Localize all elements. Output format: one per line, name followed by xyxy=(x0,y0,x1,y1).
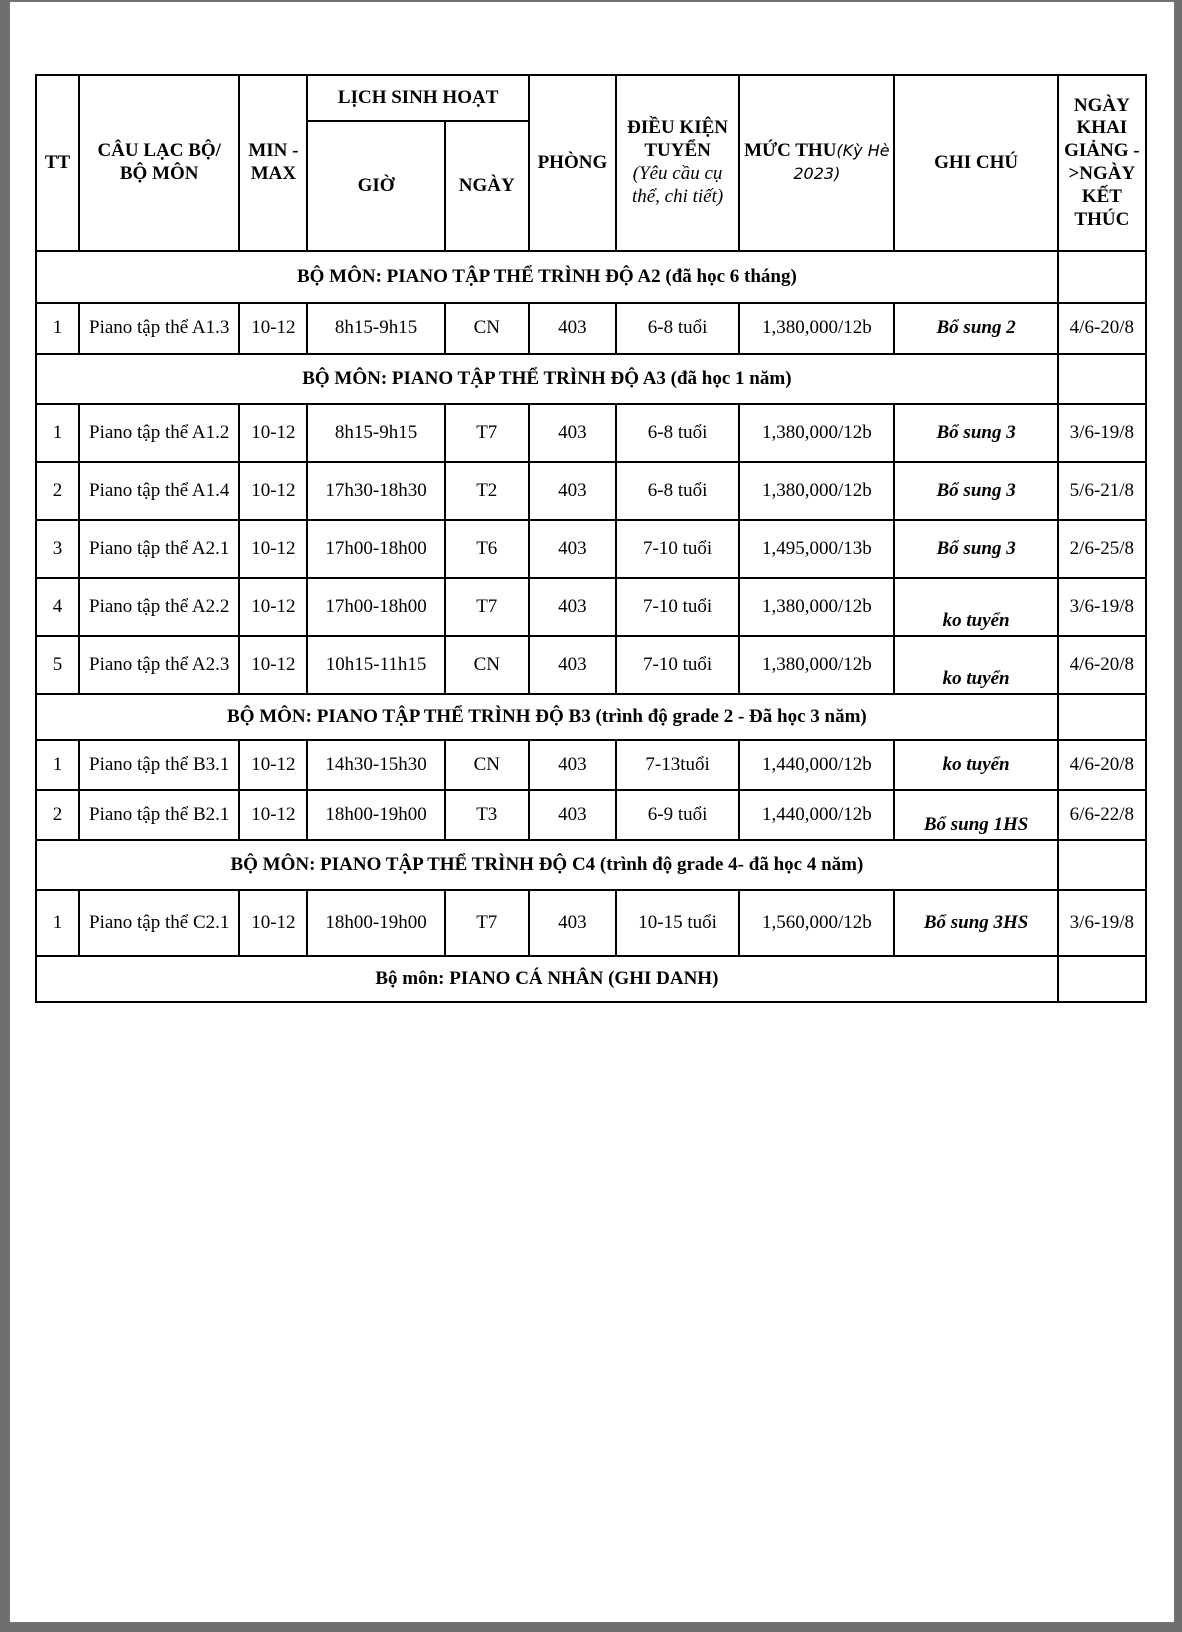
cell-room: 403 xyxy=(529,636,616,694)
cell-remark: ko tuyển xyxy=(894,740,1057,790)
schedule-table xyxy=(35,74,1147,1003)
cell-dates: 5/6-21/8 xyxy=(1058,462,1146,520)
cell-minmax: 10-12 xyxy=(239,462,307,520)
section-title: BỘ MÔN: PIANO TẬP THỂ TRÌNH ĐỘ B3 (trình độ grade 2 - Đã học 3 năm) xyxy=(36,694,1058,740)
cell-minmax: 10-12 xyxy=(239,890,307,956)
cell-day: T7 xyxy=(445,890,529,956)
header-time: GIỜ xyxy=(307,121,444,251)
header-tt: TT xyxy=(36,75,79,251)
cell-tt: 5 xyxy=(36,636,79,694)
cell-tt: 1 xyxy=(36,303,79,354)
table-row xyxy=(36,890,1146,956)
cell-condition: 6-8 tuổi xyxy=(616,404,739,462)
cell-minmax: 10-12 xyxy=(239,790,307,840)
cell-minmax: 10-12 xyxy=(239,578,307,636)
header-dates: NGÀY KHAI GIẢNG ->NGÀY KẾT THÚC xyxy=(1058,75,1146,251)
cell-remark: Bổ sung 3 xyxy=(894,404,1057,462)
cell-condition: 7-13tuổi xyxy=(616,740,739,790)
header-day: NGÀY xyxy=(445,121,529,251)
cell-remark: ko tuyển xyxy=(894,636,1057,694)
section-title: Bộ môn: PIANO CÁ NHÂN (GHI DANH) xyxy=(36,956,1058,1002)
cell-day: CN xyxy=(445,740,529,790)
table-row xyxy=(36,578,1146,636)
cell-minmax: 10-12 xyxy=(239,404,307,462)
section-row xyxy=(36,694,1146,740)
header-remark: GHI CHÚ xyxy=(894,75,1057,251)
section-title: BỘ MÔN: PIANO TẬP THỂ TRÌNH ĐỘ A3 (đã học 1 năm) xyxy=(36,354,1058,404)
cell-remark: Bổ sung 1HS xyxy=(894,790,1057,840)
cell-time: 17h30-18h30 xyxy=(307,462,444,520)
cell-club: Piano tập thể A2.3 xyxy=(79,636,239,694)
cell-tt: 2 xyxy=(36,790,79,840)
cell-condition: 6-8 tuổi xyxy=(616,462,739,520)
cell-fee: 1,560,000/12b xyxy=(739,890,894,956)
table-row xyxy=(36,740,1146,790)
header-fee-title: MỨC THU xyxy=(744,140,837,162)
cell-fee: 1,440,000/12b xyxy=(739,740,894,790)
cell-fee: 1,380,000/12b xyxy=(739,636,894,694)
header-fee xyxy=(739,75,894,251)
cell-condition: 7-10 tuổi xyxy=(616,578,739,636)
document-page xyxy=(10,2,1174,1622)
cell-dates: 6/6-22/8 xyxy=(1058,790,1146,840)
cell-room: 403 xyxy=(529,404,616,462)
table-row xyxy=(36,520,1146,578)
cell-room: 403 xyxy=(529,520,616,578)
cell-club: Piano tập thể A1.4 xyxy=(79,462,239,520)
table-row xyxy=(36,790,1146,840)
cell-tt: 1 xyxy=(36,740,79,790)
cell-remark: Bổ sung 3 xyxy=(894,462,1057,520)
cell-dates: 4/6-20/8 xyxy=(1058,303,1146,354)
cell-day: CN xyxy=(445,303,529,354)
cell-remark: Bổ sung 2 xyxy=(894,303,1057,354)
cell-fee: 1,495,000/13b xyxy=(739,520,894,578)
cell-room: 403 xyxy=(529,578,616,636)
cell-remark: Bổ sung 3HS xyxy=(894,890,1057,956)
cell-dates: 2/6-25/8 xyxy=(1058,520,1146,578)
cell-club: Piano tập thể A2.2 xyxy=(79,578,239,636)
section-row xyxy=(36,354,1146,404)
header-condition-title: ĐIỀU KIỆN TUYỂN xyxy=(627,117,728,162)
cell-condition: 10-15 tuổi xyxy=(616,890,739,956)
cell-minmax: 10-12 xyxy=(239,303,307,354)
cell-dates: 3/6-19/8 xyxy=(1058,578,1146,636)
cell-remark: ko tuyển xyxy=(894,578,1057,636)
cell-fee: 1,380,000/12b xyxy=(739,462,894,520)
header-minmax: MIN - MAX xyxy=(239,75,307,251)
cell-condition: 7-10 tuổi xyxy=(616,636,739,694)
cell-room: 403 xyxy=(529,303,616,354)
cell-tt: 1 xyxy=(36,890,79,956)
cell-time: 18h00-19h00 xyxy=(307,890,444,956)
cell-minmax: 10-12 xyxy=(239,636,307,694)
cell-club: Piano tập thể A1.3 xyxy=(79,303,239,354)
table-row xyxy=(36,462,1146,520)
cell-time: 17h00-18h00 xyxy=(307,578,444,636)
section-empty-cell xyxy=(1058,840,1146,890)
cell-fee: 1,380,000/12b xyxy=(739,404,894,462)
table-row xyxy=(36,404,1146,462)
cell-fee: 1,380,000/12b xyxy=(739,303,894,354)
cell-day: CN xyxy=(445,636,529,694)
cell-condition: 6-9 tuổi xyxy=(616,790,739,840)
cell-minmax: 10-12 xyxy=(239,520,307,578)
cell-club: Piano tập thể B3.1 xyxy=(79,740,239,790)
cell-fee: 1,380,000/12b xyxy=(739,578,894,636)
cell-room: 403 xyxy=(529,890,616,956)
cell-club: Piano tập thể C2.1 xyxy=(79,890,239,956)
table-row xyxy=(36,303,1146,354)
section-title: BỘ MÔN: PIANO TẬP THỂ TRÌNH ĐỘ A2 (đã học 6 tháng) xyxy=(36,251,1058,303)
section-row xyxy=(36,840,1146,890)
section-row xyxy=(36,251,1146,303)
cell-day: T3 xyxy=(445,790,529,840)
header-condition xyxy=(616,75,739,251)
section-empty-cell xyxy=(1058,694,1146,740)
cell-club: Piano tập thể B2.1 xyxy=(79,790,239,840)
cell-tt: 3 xyxy=(36,520,79,578)
cell-day: T7 xyxy=(445,578,529,636)
cell-dates: 4/6-20/8 xyxy=(1058,740,1146,790)
cell-club: Piano tập thể A1.2 xyxy=(79,404,239,462)
cell-tt: 4 xyxy=(36,578,79,636)
cell-day: T7 xyxy=(445,404,529,462)
header-row-top xyxy=(36,75,1146,121)
cell-tt: 1 xyxy=(36,404,79,462)
cell-dates: 3/6-19/8 xyxy=(1058,404,1146,462)
cell-time: 8h15-9h15 xyxy=(307,404,444,462)
cell-time: 10h15-11h15 xyxy=(307,636,444,694)
header-room: PHÒNG xyxy=(529,75,616,251)
header-schedule: LỊCH SINH HOẠT xyxy=(307,75,528,121)
cell-condition: 6-8 tuổi xyxy=(616,303,739,354)
cell-room: 403 xyxy=(529,462,616,520)
cell-room: 403 xyxy=(529,740,616,790)
table-row xyxy=(36,636,1146,694)
cell-remark: Bổ sung 3 xyxy=(894,520,1057,578)
cell-time: 8h15-9h15 xyxy=(307,303,444,354)
section-row xyxy=(36,956,1146,1002)
header-fee-note: (Kỳ Hè 2023) xyxy=(793,141,890,183)
cell-fee: 1,440,000/12b xyxy=(739,790,894,840)
header-condition-note: (Yêu cầu cụ thể, chi tiết) xyxy=(631,163,724,207)
cell-dates: 4/6-20/8 xyxy=(1058,636,1146,694)
cell-tt: 2 xyxy=(36,462,79,520)
cell-dates: 3/6-19/8 xyxy=(1058,890,1146,956)
cell-room: 403 xyxy=(529,790,616,840)
header-club: CÂU LẠC BỘ/ BỘ MÔN xyxy=(79,75,239,251)
cell-day: T6 xyxy=(445,520,529,578)
section-empty-cell xyxy=(1058,354,1146,404)
section-empty-cell xyxy=(1058,251,1146,303)
cell-club: Piano tập thể A2.1 xyxy=(79,520,239,578)
section-empty-cell xyxy=(1058,956,1146,1002)
section-title: BỘ MÔN: PIANO TẬP THỂ TRÌNH ĐỘ C4 (trình độ grade 4- đã học 4 năm) xyxy=(36,840,1058,890)
cell-time: 18h00-19h00 xyxy=(307,790,444,840)
cell-time: 14h30-15h30 xyxy=(307,740,444,790)
cell-time: 17h00-18h00 xyxy=(307,520,444,578)
cell-condition: 7-10 tuổi xyxy=(616,520,739,578)
cell-minmax: 10-12 xyxy=(239,740,307,790)
cell-day: T2 xyxy=(445,462,529,520)
